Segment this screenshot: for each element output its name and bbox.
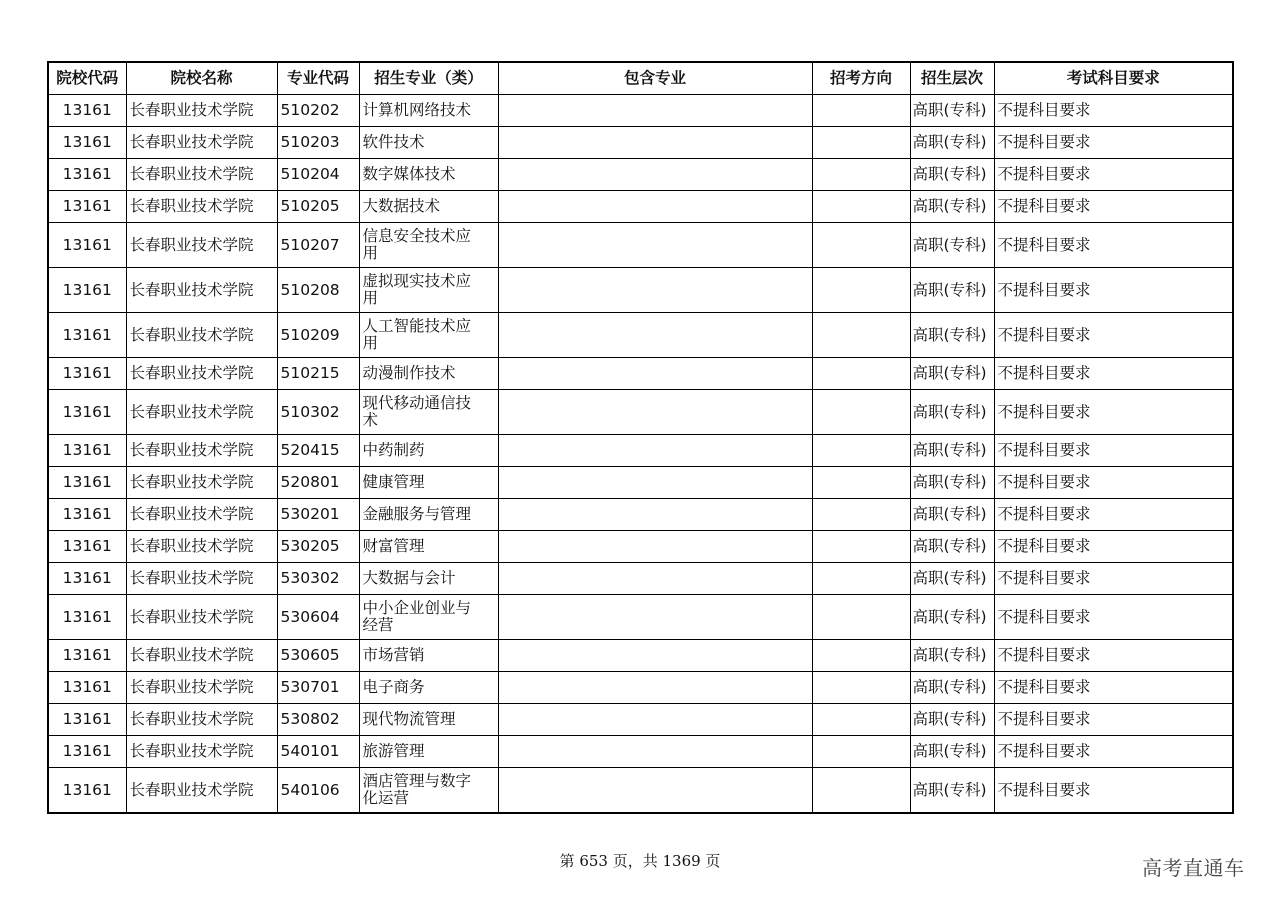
- cell-included-majors: [498, 736, 812, 768]
- cell-school-code: 13161: [48, 563, 126, 595]
- cell-school-name: 长春职业技术学院: [126, 223, 277, 268]
- cell-included-majors: [498, 159, 812, 191]
- cell-included-majors: [498, 672, 812, 704]
- cell-included-majors: [498, 268, 812, 313]
- cell-school-code: 13161: [48, 313, 126, 358]
- cell-major: 虚拟现实技术应用: [359, 268, 498, 313]
- cell-major: 数字媒体技术: [359, 159, 498, 191]
- cell-requirement: 不提科目要求: [994, 191, 1233, 223]
- cell-level: 高职(专科): [910, 223, 994, 268]
- cell-included-majors: [498, 358, 812, 390]
- table-row: [48, 467, 1233, 499]
- cell-level: 高职(专科): [910, 768, 994, 814]
- cell-level: 高职(专科): [910, 313, 994, 358]
- cell-major-code: 510203: [277, 127, 359, 159]
- table-row: [48, 390, 1233, 435]
- cell-requirement: 不提科目要求: [994, 499, 1233, 531]
- cell-major-code: 510215: [277, 358, 359, 390]
- header-major: 招生专业（类）: [359, 62, 498, 95]
- table-row: [48, 127, 1233, 159]
- cell-school-code: 13161: [48, 640, 126, 672]
- table-row: [48, 313, 1233, 358]
- cell-school-name: 长春职业技术学院: [126, 768, 277, 814]
- cell-requirement: 不提科目要求: [994, 467, 1233, 499]
- table-row: [48, 95, 1233, 127]
- cell-requirement: 不提科目要求: [994, 595, 1233, 640]
- table-body: [48, 95, 1233, 814]
- cell-major: 软件技术: [359, 127, 498, 159]
- cell-included-majors: [498, 563, 812, 595]
- admissions-table-container: [47, 61, 1232, 814]
- cell-major: 市场营销: [359, 640, 498, 672]
- cell-level: 高职(专科): [910, 95, 994, 127]
- header-requirement: 考试科目要求: [994, 62, 1233, 95]
- header-included-majors: 包含专业: [498, 62, 812, 95]
- cell-level: 高职(专科): [910, 499, 994, 531]
- cell-included-majors: [498, 499, 812, 531]
- cell-school-name: 长春职业技术学院: [126, 95, 277, 127]
- admissions-table: [47, 61, 1234, 814]
- cell-requirement: 不提科目要求: [994, 223, 1233, 268]
- cell-school-code: 13161: [48, 127, 126, 159]
- cell-level: 高职(专科): [910, 640, 994, 672]
- cell-requirement: 不提科目要求: [994, 313, 1233, 358]
- cell-requirement: 不提科目要求: [994, 95, 1233, 127]
- cell-requirement: 不提科目要求: [994, 358, 1233, 390]
- cell-level: 高职(专科): [910, 672, 994, 704]
- header-school-name: 院校名称: [126, 62, 277, 95]
- cell-school-name: 长春职业技术学院: [126, 268, 277, 313]
- cell-major: 酒店管理与数字化运营: [359, 768, 498, 814]
- cell-direction: [812, 127, 910, 159]
- cell-level: 高职(专科): [910, 563, 994, 595]
- header-school-code: 院校代码: [48, 62, 126, 95]
- header-major-code: 专业代码: [277, 62, 359, 95]
- cell-included-majors: [498, 531, 812, 563]
- cell-included-majors: [498, 467, 812, 499]
- cell-requirement: 不提科目要求: [994, 640, 1233, 672]
- cell-major: 中药制药: [359, 435, 498, 467]
- cell-direction: [812, 268, 910, 313]
- cell-direction: [812, 704, 910, 736]
- cell-school-code: 13161: [48, 736, 126, 768]
- cell-major-code: 520415: [277, 435, 359, 467]
- table-row: [48, 736, 1233, 768]
- cell-school-code: 13161: [48, 159, 126, 191]
- cell-direction: [812, 563, 910, 595]
- cell-requirement: 不提科目要求: [994, 736, 1233, 768]
- cell-major-code: 510204: [277, 159, 359, 191]
- cell-major: 现代物流管理: [359, 704, 498, 736]
- cell-school-name: 长春职业技术学院: [126, 736, 277, 768]
- cell-school-name: 长春职业技术学院: [126, 595, 277, 640]
- cell-school-name: 长春职业技术学院: [126, 191, 277, 223]
- cell-direction: [812, 358, 910, 390]
- cell-school-code: 13161: [48, 704, 126, 736]
- cell-direction: [812, 768, 910, 814]
- cell-school-code: 13161: [48, 95, 126, 127]
- cell-major-code: 530701: [277, 672, 359, 704]
- cell-requirement: 不提科目要求: [994, 435, 1233, 467]
- page-number: 第 653 页，共 1369 页: [559, 852, 721, 870]
- cell-school-name: 长春职业技术学院: [126, 313, 277, 358]
- cell-major: 大数据技术: [359, 191, 498, 223]
- cell-level: 高职(专科): [910, 159, 994, 191]
- cell-major-code: 540101: [277, 736, 359, 768]
- cell-direction: [812, 531, 910, 563]
- cell-level: 高职(专科): [910, 467, 994, 499]
- cell-school-name: 长春职业技术学院: [126, 467, 277, 499]
- cell-included-majors: [498, 435, 812, 467]
- table-row: [48, 223, 1233, 268]
- cell-requirement: 不提科目要求: [994, 531, 1233, 563]
- cell-included-majors: [498, 313, 812, 358]
- table-row: [48, 435, 1233, 467]
- cell-major-code: 510209: [277, 313, 359, 358]
- cell-level: 高职(专科): [910, 704, 994, 736]
- cell-included-majors: [498, 704, 812, 736]
- cell-major-code: 510202: [277, 95, 359, 127]
- table-row: [48, 268, 1233, 313]
- cell-major-code: 530604: [277, 595, 359, 640]
- cell-level: 高职(专科): [910, 736, 994, 768]
- cell-major-code: 530205: [277, 531, 359, 563]
- cell-level: 高职(专科): [910, 595, 994, 640]
- cell-school-name: 长春职业技术学院: [126, 672, 277, 704]
- cell-school-code: 13161: [48, 435, 126, 467]
- cell-school-name: 长春职业技术学院: [126, 159, 277, 191]
- cell-level: 高职(专科): [910, 358, 994, 390]
- header-direction: 招考方向: [812, 62, 910, 95]
- table-row: [48, 358, 1233, 390]
- table-row: [48, 704, 1233, 736]
- cell-level: 高职(专科): [910, 268, 994, 313]
- cell-major: 信息安全技术应用: [359, 223, 498, 268]
- cell-major: 人工智能技术应用: [359, 313, 498, 358]
- cell-major-code: 510207: [277, 223, 359, 268]
- watermark-logo-text: 高考直通车: [1142, 856, 1245, 880]
- cell-level: 高职(专科): [910, 531, 994, 563]
- cell-major: 计算机网络技术: [359, 95, 498, 127]
- cell-direction: [812, 672, 910, 704]
- cell-included-majors: [498, 390, 812, 435]
- cell-requirement: 不提科目要求: [994, 390, 1233, 435]
- cell-school-code: 13161: [48, 595, 126, 640]
- cell-school-code: 13161: [48, 768, 126, 814]
- cell-included-majors: [498, 640, 812, 672]
- cell-school-code: 13161: [48, 268, 126, 313]
- cell-direction: [812, 223, 910, 268]
- cell-major: 动漫制作技术: [359, 358, 498, 390]
- table-header-row: [48, 62, 1233, 95]
- cell-school-name: 长春职业技术学院: [126, 531, 277, 563]
- table-row: [48, 768, 1233, 814]
- cell-requirement: 不提科目要求: [994, 127, 1233, 159]
- cell-school-code: 13161: [48, 390, 126, 435]
- cell-included-majors: [498, 768, 812, 814]
- cell-school-name: 长春职业技术学院: [126, 390, 277, 435]
- cell-level: 高职(专科): [910, 435, 994, 467]
- cell-direction: [812, 159, 910, 191]
- cell-major-code: 510208: [277, 268, 359, 313]
- cell-direction: [812, 640, 910, 672]
- table-row: [48, 499, 1233, 531]
- table-row: [48, 563, 1233, 595]
- cell-major-code: 510205: [277, 191, 359, 223]
- cell-major: 健康管理: [359, 467, 498, 499]
- table-row: [48, 531, 1233, 563]
- header-level: 招生层次: [910, 62, 994, 95]
- cell-direction: [812, 191, 910, 223]
- cell-school-name: 长春职业技术学院: [126, 358, 277, 390]
- cell-major: 中小企业创业与经营: [359, 595, 498, 640]
- cell-major-code: 530802: [277, 704, 359, 736]
- cell-school-code: 13161: [48, 467, 126, 499]
- cell-school-code: 13161: [48, 499, 126, 531]
- cell-major-code: 530605: [277, 640, 359, 672]
- cell-requirement: 不提科目要求: [994, 563, 1233, 595]
- cell-level: 高职(专科): [910, 127, 994, 159]
- cell-direction: [812, 313, 910, 358]
- cell-major: 现代移动通信技术: [359, 390, 498, 435]
- cell-major: 财富管理: [359, 531, 498, 563]
- cell-school-name: 长春职业技术学院: [126, 435, 277, 467]
- cell-requirement: 不提科目要求: [994, 768, 1233, 814]
- cell-major: 金融服务与管理: [359, 499, 498, 531]
- table-row: [48, 672, 1233, 704]
- table-row: [48, 191, 1233, 223]
- cell-included-majors: [498, 127, 812, 159]
- cell-direction: [812, 736, 910, 768]
- cell-direction: [812, 467, 910, 499]
- cell-included-majors: [498, 191, 812, 223]
- cell-included-majors: [498, 595, 812, 640]
- cell-level: 高职(专科): [910, 191, 994, 223]
- cell-school-name: 长春职业技术学院: [126, 563, 277, 595]
- cell-major-code: 520801: [277, 467, 359, 499]
- cell-level: 高职(专科): [910, 390, 994, 435]
- cell-requirement: 不提科目要求: [994, 159, 1233, 191]
- cell-direction: [812, 499, 910, 531]
- cell-school-code: 13161: [48, 358, 126, 390]
- cell-major-code: 510302: [277, 390, 359, 435]
- cell-major-code: 540106: [277, 768, 359, 814]
- cell-major-code: 530302: [277, 563, 359, 595]
- cell-school-code: 13161: [48, 672, 126, 704]
- cell-major: 旅游管理: [359, 736, 498, 768]
- cell-school-code: 13161: [48, 191, 126, 223]
- table-row: [48, 640, 1233, 672]
- cell-direction: [812, 435, 910, 467]
- table-row: [48, 159, 1233, 191]
- cell-school-code: 13161: [48, 223, 126, 268]
- cell-school-name: 长春职业技术学院: [126, 704, 277, 736]
- cell-included-majors: [498, 95, 812, 127]
- cell-requirement: 不提科目要求: [994, 268, 1233, 313]
- cell-direction: [812, 95, 910, 127]
- cell-requirement: 不提科目要求: [994, 672, 1233, 704]
- table-row: [48, 595, 1233, 640]
- cell-school-code: 13161: [48, 531, 126, 563]
- cell-major: 电子商务: [359, 672, 498, 704]
- cell-direction: [812, 595, 910, 640]
- cell-major-code: 530201: [277, 499, 359, 531]
- cell-school-name: 长春职业技术学院: [126, 640, 277, 672]
- cell-included-majors: [498, 223, 812, 268]
- cell-school-name: 长春职业技术学院: [126, 499, 277, 531]
- cell-requirement: 不提科目要求: [994, 704, 1233, 736]
- cell-major: 大数据与会计: [359, 563, 498, 595]
- cell-school-name: 长春职业技术学院: [126, 127, 277, 159]
- cell-direction: [812, 390, 910, 435]
